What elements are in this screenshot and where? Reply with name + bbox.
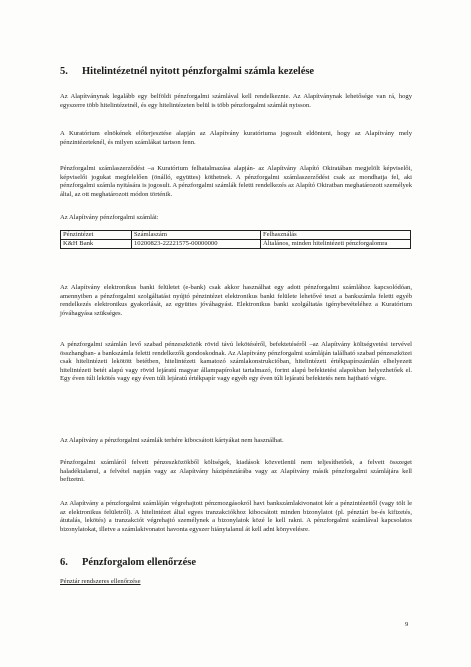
paragraph: Pénzforgalmi számláról felvett pénzeszközökből költségek, kiadások közvetlenül nem teljesíthetőek, a felvett összeget haladéktalanul, a felvétel napján vagy az Alapítvány házipénztárába vagy az Alapítvány másik pénzforgalmi számlájára kell befizetni. — [60, 459, 412, 484]
paragraph: Az Alapítvány pénzforgalmi számlái: — [60, 214, 159, 221]
paragraph: Az Alapítvány a pénzforgalmi számláján végrehajtott pénzmozgásokról havi bankszámlakivonatot kér a pénzintézettől (vagy tölt le az elektronikus felületről). A hitelintézet által egyes tranzakciókhoz kibocsátott minden bizonylatot (pl. pénztári be-és kifizetés, átutalás, lekötés) a tranzakciót végrehajtó személynek a bizonylatok közé le kell rakni. A pénzforgalmi számlával kapcsolatos bizonylatokat, illetve a számlakivonatot havonta egyszer hiánytalanul át kell adni könyvelésre. — [60, 500, 412, 533]
table-header-cell: Számlaszám — [132, 231, 261, 240]
paragraph: Az Alapítvány elektronikus banki felületet (e-bank) csak akkor használhat egy adott pénzforgalmi számlához kapcsolódóan, amennyiben a pénzforgalmi szolgáltatást nyújtó pénzintézet elektronikus banki felülete lehetővé teszi a bankszámla feletti egyéb rendelkezés elektronikus gyakorlását, az együttes jóváhagyást. Elektronikus banki szolgáltatás igénybevételéhez a Kuratórium jóváhagyása szükséges. — [60, 284, 412, 317]
table-cell: 10200823-22221575-00000000 — [132, 240, 261, 249]
table-header-row — [61, 231, 411, 240]
paragraph: Az Alapítványnak legalább egy belföldi pénzforgalmi számlával kell rendelkeznie. Az Alapítványnak lehetősége van rá, hogy egyszerre több hitelintézetnél, és egy hitelintézeten belül is több pénzforgalmi számlát nyisson. — [60, 93, 412, 109]
table-row — [61, 240, 411, 249]
paragraph: A pénzforgalmi számlán levő szabad pénzeszközök rövid távú lekötéséről, befektetéséről –az Alapítvány költségvetési tervével összhangban- a bankszámla feletti rendelkezők gondoskodnak. Az Alapítvány pénzforgalmi számláján található szabad pénzeszközei csak hitelintézeti lekötött betétben, hitelintézeti kamatozó számlakonstrukcióban, hitelintézeti értékpapírszámlán elhelyezett hitelintézeti betét alapú vagy rövid lejáratú magyar állampapírokat tartalmazó, forint alapú befektetési alapokban helyezhetőek el. Egy éven túli lekötés vagy egy éven túli lejáratú értékpapír vagy egyéb egy éven túli lejáratú befektetés nem hajtható végre. — [60, 341, 412, 383]
section-6-title: Pénzforgalom ellenőrzése — [82, 557, 196, 568]
section-5-heading — [60, 66, 314, 77]
subheading: Pénztár rendszeres ellenőrzése — [60, 578, 141, 585]
section-5-title: Hitelintézetnél nyitott pénzforgalmi számla kezelése — [82, 66, 315, 77]
section-6-heading — [60, 557, 196, 568]
table-header-cell: Felhasználás — [261, 231, 411, 240]
paragraph: Pénzforgalmi számlaszerződést –a Kuratórium felhatalmazása alapján- az Alapítvány Alapító Okiratában megjelölt képviselői, képviselői jogukat megfelelően (önálló, együttes) köthetnek. A pénzforgalmi számlaszerződést csak az mondhatja fel, aki pénzforgalmi számla nyitására is jogosult. A pénzforgalmi számlák feletti rendelkezés az Alapító Okiratban meghatározott személyek által, az ott meghatározott módon történik. — [60, 165, 412, 198]
accounts-table — [60, 230, 411, 249]
table-cell: K&H Bank — [61, 240, 132, 249]
paragraph: Az Alapítvány a pénzforgalmi számlák terhére kibocsátott kártyákat nem használhat. — [60, 437, 284, 444]
page-number: 9 — [405, 621, 409, 628]
table-header-cell: Pénzintézet — [61, 231, 132, 240]
table-cell: Általános, minden hitelintézeti pénzforgalomra — [261, 240, 411, 249]
paragraph: A Kuratórium elnökének előterjesztése alapján az Alapítvány kuratóriuma jogosult eldönteni, hogy az Alapítvány mely pénzintézeteknél, és milyen számlákat tartson fenn. — [60, 130, 412, 146]
section-6-number: 6. — [60, 557, 68, 568]
section-5-number: 5. — [60, 66, 68, 77]
